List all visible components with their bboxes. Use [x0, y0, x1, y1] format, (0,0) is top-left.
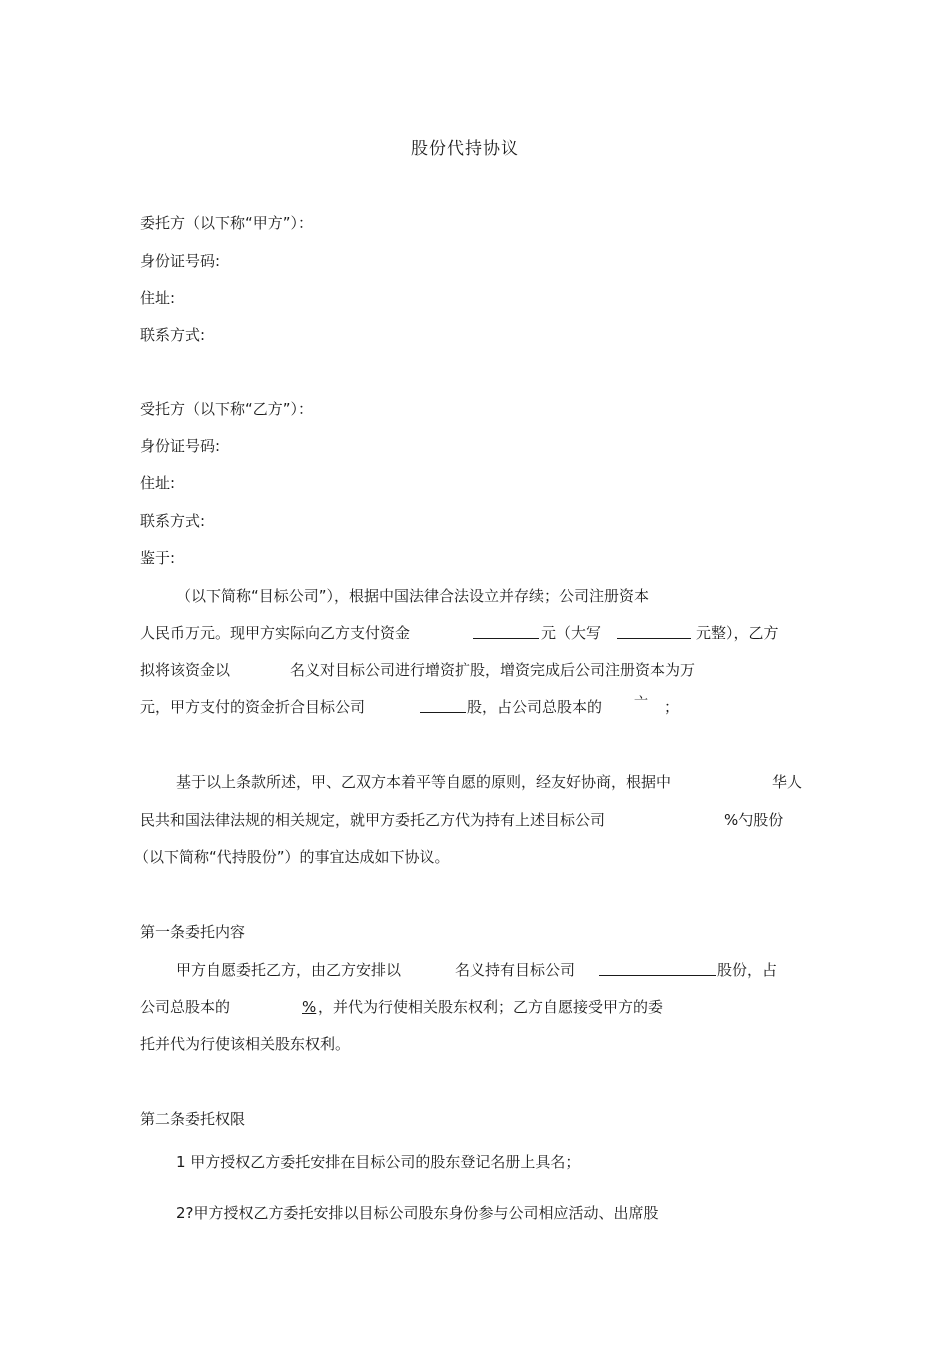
- basis-line-1-end: 华人: [772, 773, 803, 791]
- article-1-line-2-end: ，并代为行使相关股东权利；乙方自愿接受甲方的委: [318, 998, 664, 1016]
- party-a-contact-label: 联系方式:: [140, 326, 206, 344]
- party-a-heading: 委托方（以下称“甲方”）：: [140, 214, 314, 232]
- basis-line-1: 基于以上条款所述，甲、乙双方本着平等自愿的原则，经友好协商，根据中: [176, 773, 672, 791]
- article-2-heading: 第二条委托权限: [140, 1110, 246, 1128]
- article-1-line-1-end: 股份，占: [717, 961, 778, 979]
- article-1-line-3: 托并代为行使该相关股东权利。: [140, 1035, 351, 1053]
- whereas-line-4-glyph: 亠: [634, 695, 648, 711]
- whereas-line-2-end: 元整），乙方: [696, 624, 779, 642]
- article-1-line-2-start: 公司总股本的: [140, 998, 231, 1016]
- party-b-id-label: 身份证号码:: [140, 437, 221, 455]
- party-a-id-label: 身份证号码:: [140, 252, 221, 270]
- whereas-line-3-start: 拟将该资金以: [140, 661, 231, 679]
- whereas-line-2-mid: 元（大写: [541, 624, 602, 642]
- article-1-line-1-start: 甲方自愿委托乙方，由乙方安排以: [176, 961, 402, 979]
- whereas-line-2-start: 人民币万元。现甲方实际向乙方支付资金: [140, 624, 411, 642]
- basis-line-2: 民共和国法律法规的相关规定，就甲方委托乙方代为持有上述目标公司: [140, 811, 606, 829]
- shares-blank: [420, 698, 466, 713]
- whereas-label: 鉴于:: [140, 549, 176, 567]
- whereas-line-4-mid: 股，占公司总股本的: [467, 698, 603, 716]
- article-1-heading: 第一条委托内容: [140, 923, 246, 941]
- held-shares-blank: [599, 961, 716, 976]
- whereas-line-4-start: 元，甲方支付的资金折合目标公司: [140, 698, 366, 716]
- amount-blank: [473, 624, 539, 639]
- basis-line-3: （以下简称“代持股份”）的事宜达成如下协议。: [134, 848, 450, 866]
- party-b-heading: 受托方（以下称“乙方”）：: [140, 400, 314, 418]
- percent-sign: %: [302, 998, 317, 1016]
- article-2-item-1: 1 甲方授权乙方委托安排在目标公司的股东登记名册上具名；: [176, 1153, 581, 1171]
- whereas-line-3-end: 名义对目标公司进行增资扩股，增资完成后公司注册资本为万: [290, 661, 696, 679]
- party-b-contact-label: 联系方式:: [140, 512, 206, 530]
- party-a-address-label: 住址:: [140, 289, 176, 307]
- document-title: 股份代持协议: [411, 139, 519, 159]
- party-b-address-label: 住址:: [140, 474, 176, 492]
- whereas-line-4-end: ；: [664, 698, 680, 716]
- article-1-line-1-mid: 名义持有目标公司: [455, 961, 576, 979]
- article-2-item-2: 2?甲方授权乙方委托安排以目标公司股东身份参与公司相应活动、出席股: [176, 1204, 659, 1222]
- amount-capital-blank: [617, 624, 691, 639]
- basis-line-2-end: %勺股份: [724, 811, 784, 829]
- whereas-line-1: （以下简称“目标公司”），根据中国法律合法设立并存续；公司注册资本: [176, 587, 650, 605]
